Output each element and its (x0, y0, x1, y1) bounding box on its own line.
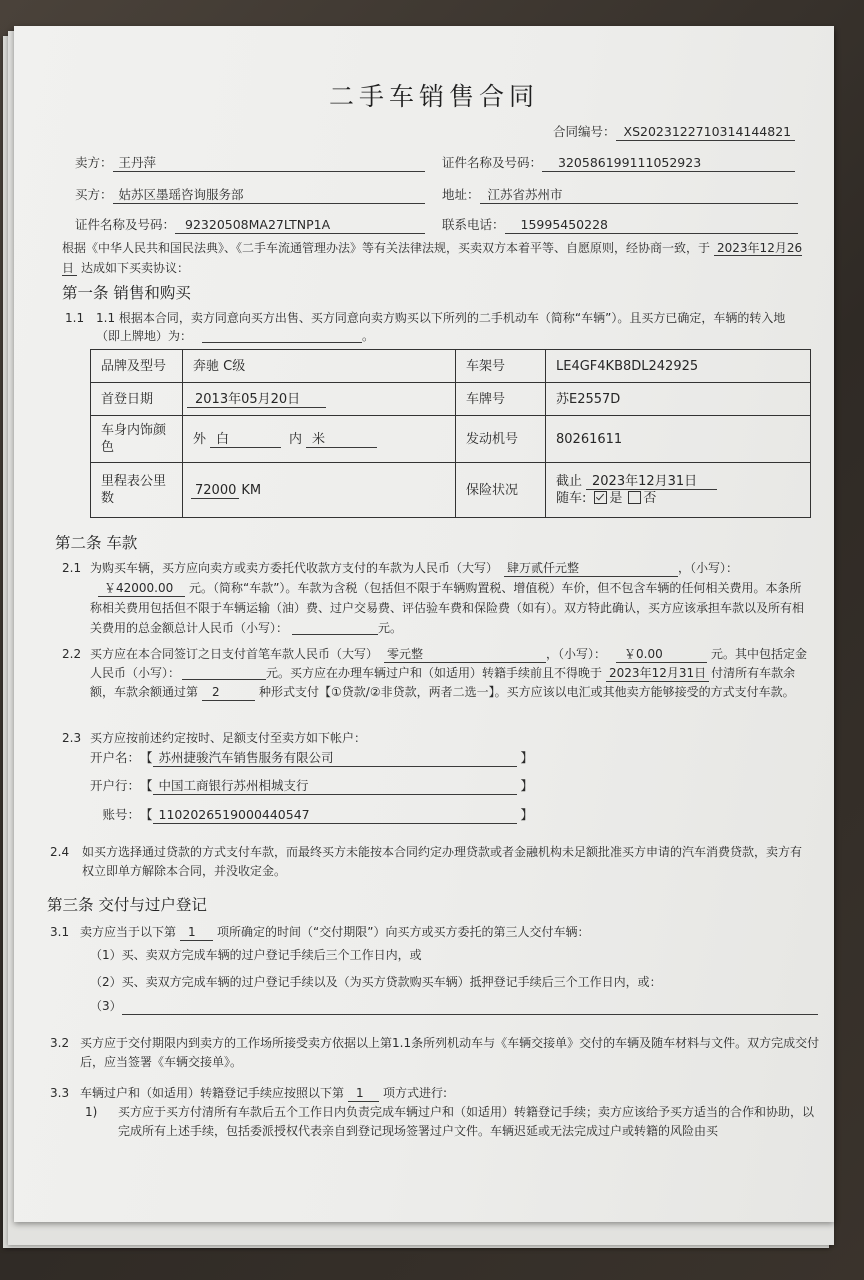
plate-value: 苏E2557D (546, 383, 811, 416)
price-in-figures: ￥42000.00 (98, 581, 185, 597)
clause-2-2-part: 元。其中包括定金人民币（小写）： (90, 647, 808, 680)
clause-3-1-part: 卖方应当于以下第 (80, 925, 177, 939)
with-car-no: 否 (643, 491, 657, 506)
clause-2-3-text: 买方应按前述约定按时、足额支付至卖方如下帐户： (90, 731, 367, 745)
exterior-color-value: 白 (210, 432, 281, 448)
clause-2-2-part: 元。买方应在办理车辆过户和（如适用）转籍手续前且不得晚于 (266, 666, 603, 680)
article-3-heading: 第三条 交付与过户登记 (47, 896, 207, 914)
clause-3-1-part: 项所确定的时间（“交付期限”）向买方或买方委托的第三人交付车辆： (217, 925, 590, 939)
clause-1-1-number: 1.1 (65, 311, 85, 325)
reg-date-cell (183, 383, 456, 416)
exterior-label: 外 (193, 431, 207, 447)
table-row (91, 383, 811, 416)
clause-2-3-number: 2.3 (62, 731, 82, 745)
delivery-option-3 (90, 997, 818, 1015)
interior-color-value: 米 (306, 432, 377, 448)
delivery-option-1: （1）买、卖双方完成车辆的过户登记手续后三个工作日内，或 (90, 948, 422, 962)
bracket-close: 】 (520, 778, 534, 793)
bracket-close: 】 (520, 750, 534, 765)
plate-label: 车牌号 (456, 383, 546, 416)
with-car-label: 随车: (556, 491, 587, 506)
mileage-value: 72000 (191, 483, 239, 499)
bracket-open: 【 (140, 750, 153, 765)
deposit-blank (182, 666, 266, 680)
clause-2-2-part: 付清所有车款余额，车款余额通过第 (90, 666, 796, 699)
seller-id-value: 320586199111052923 (542, 155, 795, 172)
clause-3-3-part: 项方式进行: (383, 1086, 448, 1100)
clause-2-1-text (90, 558, 810, 638)
bank-value: 中国工商银行苏州相城支行 (153, 778, 517, 795)
destination-blank (202, 329, 362, 343)
seller-id-label: 证件名称及号码： (442, 155, 543, 170)
delivery-option-number: 1 (180, 925, 213, 941)
contract-number-value: XS2023122710314144821 (616, 124, 795, 141)
account-name-row (87, 749, 533, 767)
insurance-until-label: 截止 (556, 474, 583, 489)
contract-number-row (553, 123, 795, 141)
preamble-text: 根据《中华人民共和国民法典》、《二手车流通管理办法》等有关法律法规，买卖双方本着平等、自愿原则，经协商一致，于 (62, 241, 711, 255)
clause-2-2-number: 2.2 (62, 647, 82, 661)
price-in-words: 肆万贰仟元整 (504, 561, 678, 577)
mileage-cell (183, 463, 456, 518)
account-number-row (87, 806, 533, 824)
delivery-option-2: （2）买、卖双方完成车辆的过户登记手续以及（为买方贷款购买车辆）抵押登记手续后三个工作日内，或： (90, 975, 662, 989)
clause-2-1-number: 2.1 (62, 561, 82, 575)
table-row (91, 416, 811, 463)
preamble (62, 238, 810, 278)
brand-value: 奔驰 C级 (183, 350, 456, 383)
balance-deadline: 2023年12月31日 (606, 666, 709, 682)
bank-label: 开户行： (89, 778, 140, 793)
clause-2-2-part: 种形式支付【①贷款/②非贷款，两者二选一】。买方应该以电汇或其他卖方能够接受的方式支付车款。 (259, 685, 795, 699)
reg-date-label: 首登日期 (91, 383, 183, 416)
clause-3-3-number: 3.3 (50, 1086, 70, 1100)
buyer-address-label: 地址： (442, 187, 480, 202)
buyer-id-label: 证件名称及号码： (75, 217, 176, 232)
bracket-close: 】 (520, 807, 534, 822)
account-name-label: 开户名： (89, 750, 140, 765)
clause-3-1-text (80, 923, 820, 941)
seller-id-row (442, 154, 795, 172)
clause-1-1-text (96, 309, 808, 345)
buyer-label: 买方： (75, 187, 113, 202)
first-payment-in-figures: ￥0.00 (616, 647, 707, 663)
bracket-open: 【 (140, 778, 153, 793)
clause-2-1-part: 元。（简称“车款”）。车款为含税（包括但不限于车辆购置税、增值税）车价，但不包含车辆的任何相关费用。本条所称相关费用包括但不限于车辆运输（油）费、过户交易费、评估验车费和保险费（如有）。双方特此确认，买方应该承担车款以及所有相关费用的总金额总计人民币（小写）： (90, 581, 805, 635)
mileage-unit: KM (241, 482, 262, 498)
clause-1-1-end: 。 (362, 329, 375, 343)
insurance-until-value: 2023年12月31日 (586, 474, 717, 490)
payment-method-number: 2 (202, 685, 255, 701)
bank-row (87, 777, 533, 795)
interior-label: 内 (289, 431, 303, 447)
table-row (91, 463, 811, 518)
clause-3-2-number: 3.2 (50, 1036, 70, 1050)
mileage-label: 里程表公里数 (91, 463, 183, 518)
total-amount-blank (292, 621, 378, 635)
document-title: 二手车销售合同 (328, 82, 539, 111)
buyer-phone-row (442, 216, 798, 234)
contract-page (14, 26, 834, 1222)
bracket-open: 【 (140, 807, 153, 822)
delivery-option-3-label: （3） (90, 999, 122, 1013)
clause-2-2-part: 买方应在本合同签订之日支付首笔车款人民币（大写） (90, 647, 379, 661)
color-label: 车身内饰颜色 (91, 416, 183, 463)
with-car-yes: 是 (609, 491, 623, 506)
transfer-option-number: 1 (348, 1086, 379, 1102)
clause-3-3-part: 车辆过户和（如适用）转籍登记手续应按照以下第 (80, 1086, 345, 1100)
vehicle-info-table (90, 349, 811, 518)
article-2-heading: 第二条 车款 (55, 534, 138, 552)
color-cell (183, 416, 456, 463)
clause-2-2-part: ，（小写）： (546, 647, 607, 661)
buyer-value: 姑苏区墨瑶咨询服务部 (113, 187, 425, 204)
first-payment-in-words: 零元整 (384, 647, 546, 663)
seller-value: 王丹萍 (113, 155, 425, 172)
delivery-option-3-blank (122, 1000, 818, 1015)
table-row (91, 350, 811, 383)
clause-2-1-part: ，（小写）： (678, 561, 739, 575)
with-car-line (556, 490, 800, 507)
buyer-phone-label: 联系电话： (442, 217, 505, 232)
unchecked-box-icon (628, 491, 641, 504)
clause-3-3-sub-number: 1) (85, 1105, 98, 1119)
buyer-id-row (75, 216, 425, 234)
engine-label: 发动机号 (456, 416, 546, 463)
buyer-id-value: 92320508MA27LTNP1A (175, 217, 425, 234)
account-name-value: 苏州捷骏汽车销售服务有限公司 (153, 750, 517, 767)
clause-3-2-text: 买方应于交付期限内到卖方的工作场所接受卖方依据以上第1.1条所列机动车与《车辆交接单》交付的车辆及随车材料与文件。双方完成交付后，应当签署《车辆交接单》。 (80, 1036, 820, 1069)
clause-2-1-part: 为购买车辆，买方应向卖方或卖方委托代收款方支付的车款为人民币（大写） (90, 561, 499, 575)
buyer-phone-value: 15995450228 (505, 217, 798, 234)
clause-2-2-text (90, 645, 810, 702)
insurance-until-line (556, 473, 800, 490)
reg-date-value: 2013年05月20日 (187, 392, 326, 408)
seller-label: 卖方： (75, 155, 113, 170)
account-number-label: 账号： (102, 807, 140, 822)
checked-box-icon (594, 491, 607, 504)
vin-value: LE4GF4KB8DL242925 (546, 350, 811, 383)
clause-2-4-number: 2.4 (50, 845, 70, 859)
clause-1-1-body: 1.1 根据本合同，卖方同意向买方出售、买方同意向卖方购买以下所列的二手机动车（简称“车辆”）。且买方已确定，车辆的转入地（即上牌地）为： (96, 311, 786, 343)
clause-3-3-sub-text: 买方应于买方付清所有车款后五个工作日内负责完成车辆过户和（如适用）转籍登记手续；卖方应该给予买方适当的合作和协助，以完成所有上述手续，包括委派授权代表亲自到登记现场签署过户文件。车辆迟延或无法完成过户或转籍的风险由买 (118, 1105, 815, 1138)
clause-3-3-text (80, 1084, 820, 1103)
brand-label: 品牌及型号 (91, 350, 183, 383)
insurance-cell (546, 463, 811, 518)
insurance-label: 保险状况 (456, 463, 546, 518)
contract-number-label: 合同编号： (553, 124, 616, 139)
buyer-address-value: 江苏省苏州市 (480, 187, 798, 204)
buyer-row (75, 186, 425, 204)
clause-2-4-text: 如买方选择通过贷款的方式支付车款，而最终买方未能按本合同约定办理贷款或者金融机构未足额批准买方申请的汽车消费贷款，卖方有权立即单方解除本合同，并没收定金。 (82, 845, 803, 878)
agreement-date: 2023年12月26日 (62, 241, 803, 275)
seller-row (75, 154, 425, 172)
preamble-text-end: 达成如下买卖协议： (81, 261, 190, 275)
clause-2-1-part: 元。 (378, 621, 403, 635)
engine-value: 80261611 (546, 416, 811, 463)
buyer-address-row (442, 186, 798, 204)
vin-label: 车架号 (456, 350, 546, 383)
account-number-value: 1102026519000440547 (153, 807, 517, 824)
article-1-heading: 第一条 销售和购买 (62, 284, 191, 302)
clause-3-1-number: 3.1 (50, 925, 70, 939)
